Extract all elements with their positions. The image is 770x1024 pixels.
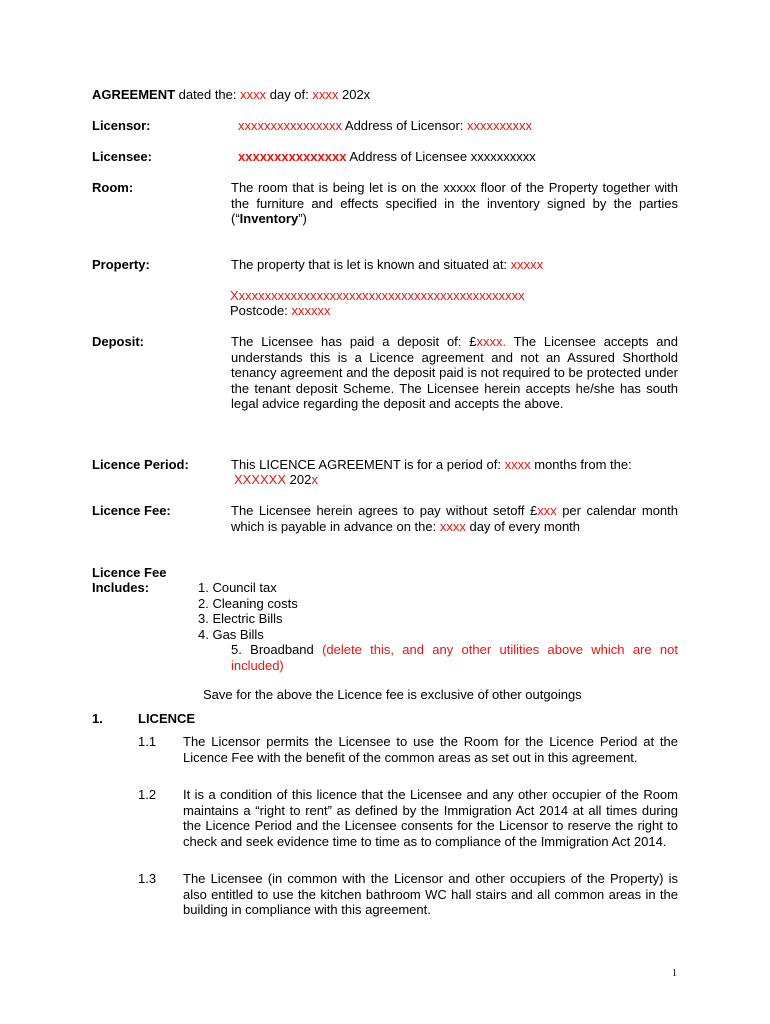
page-number: 1: [672, 968, 677, 979]
licence-fee-amount: xxx: [537, 503, 557, 518]
section-title: LICENCE: [138, 711, 196, 726]
clause-number: 1.3: [138, 871, 157, 886]
clause-number: 1.2: [138, 787, 157, 802]
includes-item-1: 1. Council tax: [198, 580, 277, 595]
clause-text: The Licensor permits the Licensee to use the Room for the Licence Period at the Licence Fee with the benefit of the common areas as set out in this agreement.: [183, 734, 678, 765]
licensee-address-label: Address of Licensee xxxxxxxxxx: [346, 149, 536, 164]
property-postcode: [230, 303, 330, 319]
includes-item-3: 3. Electric Bills: [198, 611, 283, 626]
property-address-line: Xxxxxxxxxxxxxxxxxxxxxxxxxxxxxxxxxxxxxxxxxxxxx: [230, 288, 525, 303]
section-number: 1.: [92, 711, 103, 726]
licensee-label: Licensee:: [92, 149, 152, 164]
includes-item-5: [231, 642, 678, 673]
clause-text: The Licensee (in common with the Licensor and other occupiers of the Property) is also entitled to use the kitchen bathroom WC hall stairs and all common areas in the building in compliance with this agreement.: [183, 871, 678, 917]
clause-number: 1.1: [138, 734, 157, 749]
licence-period-year-x: x: [311, 472, 318, 487]
property-label: Property:: [92, 257, 150, 272]
year-text: 202x: [338, 87, 371, 102]
deposit-amount: xxxx.: [476, 334, 507, 349]
includes-item-4: 4. Gas Bills: [198, 627, 264, 642]
clause-text: It is a condition of this licence that the Licensee and any other occupier of the Room maintains a “right to rent” as defined by the Immigration Act 2014 at all times during the Licence Period and the Licensee consents for the Licensor to reserve the right to check and seek evidence time to time as to compliance of the Immigration Act 2014.: [183, 787, 678, 849]
postcode-value: xxxxxx: [291, 303, 331, 318]
agreement-word: AGREEMENT: [92, 87, 176, 102]
licensor-name: xxxxxxxxxxxxxxxx: [238, 118, 342, 133]
property-text-main: The property that is let is known and situated at:: [231, 257, 511, 272]
licence-fee-text-mid: per calendar month which is payable in advance on the:: [231, 503, 678, 534]
licence-fee-day: xxxx: [439, 518, 466, 534]
licensee-name: xxxxxxxxxxxxxxx: [238, 149, 347, 164]
room-inventory: Inventory: [239, 211, 299, 226]
room-text: [231, 180, 678, 227]
day-blank: xxxx: [240, 87, 267, 102]
dated-the-text: dated the:: [175, 87, 241, 102]
includes-item-5-text: 5. Broadband: [231, 642, 323, 657]
agreement-heading: [92, 87, 370, 103]
includes-label-line2: Includes:: [92, 580, 150, 595]
licence-fee-text-end: day of every month: [465, 518, 581, 534]
property-text: [231, 257, 543, 273]
licensee-value: [238, 149, 536, 165]
includes-label-line1: Licence Fee: [92, 565, 167, 580]
deposit-text: [231, 334, 678, 412]
deposit-text-rest: The Licensee accepts and understands this is a Licence agreement and not an Assured Shorthold tenancy agreement and the deposit paid is not required to be protected under the tenant deposit Scheme. The Licensee herein accepts he/she has south legal advice regarding the deposit and accepts the above.: [231, 334, 678, 411]
licence-period-line2: [234, 472, 318, 488]
room-text-end: ”): [298, 211, 307, 226]
licence-period-line1: [231, 457, 632, 473]
includes-item-5-note: (delete this, and any other utilities above which are not included): [231, 642, 678, 673]
licensor-address: xxxxxxxxxx: [467, 118, 533, 133]
licence-period-text: This LICENCE AGREEMENT is for a period of:: [231, 457, 505, 472]
licence-period-text2: months from the:: [530, 457, 632, 472]
postcode-label: Postcode:: [230, 303, 292, 318]
licence-period-year: 202: [286, 472, 312, 487]
licence-period-months: xxxx: [504, 457, 531, 472]
licensor-label: Licensor:: [92, 118, 151, 133]
day-of-text: day of:: [266, 87, 313, 102]
licence-period-label: Licence Period:: [92, 457, 189, 472]
property-blank: xxxxx: [510, 257, 544, 272]
outgoings-note: Save for the above the Licence fee is exclusive of other outgoings: [203, 687, 582, 702]
includes-item-2: 2. Cleaning costs: [198, 596, 298, 611]
licensor-address-label: Address of Licensor:: [342, 118, 468, 133]
deposit-text-start: The Licensee has paid a deposit of: £: [231, 334, 477, 349]
room-text-main: The room that is being let is on the xxxxx floor of the Property together with the furniture and effects specified in the inventory signed by the parties (“: [231, 180, 678, 226]
deposit-label: Deposit:: [92, 334, 144, 349]
licence-fee-text: [231, 503, 678, 534]
licence-fee-label: Licence Fee:: [92, 503, 171, 518]
room-label: Room:: [92, 180, 134, 195]
licence-period-date: XXXXXX: [234, 472, 287, 487]
month-blank: xxxx: [312, 87, 339, 102]
licensor-value: [238, 118, 532, 134]
licence-fee-text-start: The Licensee herein agrees to pay without setoff £: [231, 503, 538, 518]
